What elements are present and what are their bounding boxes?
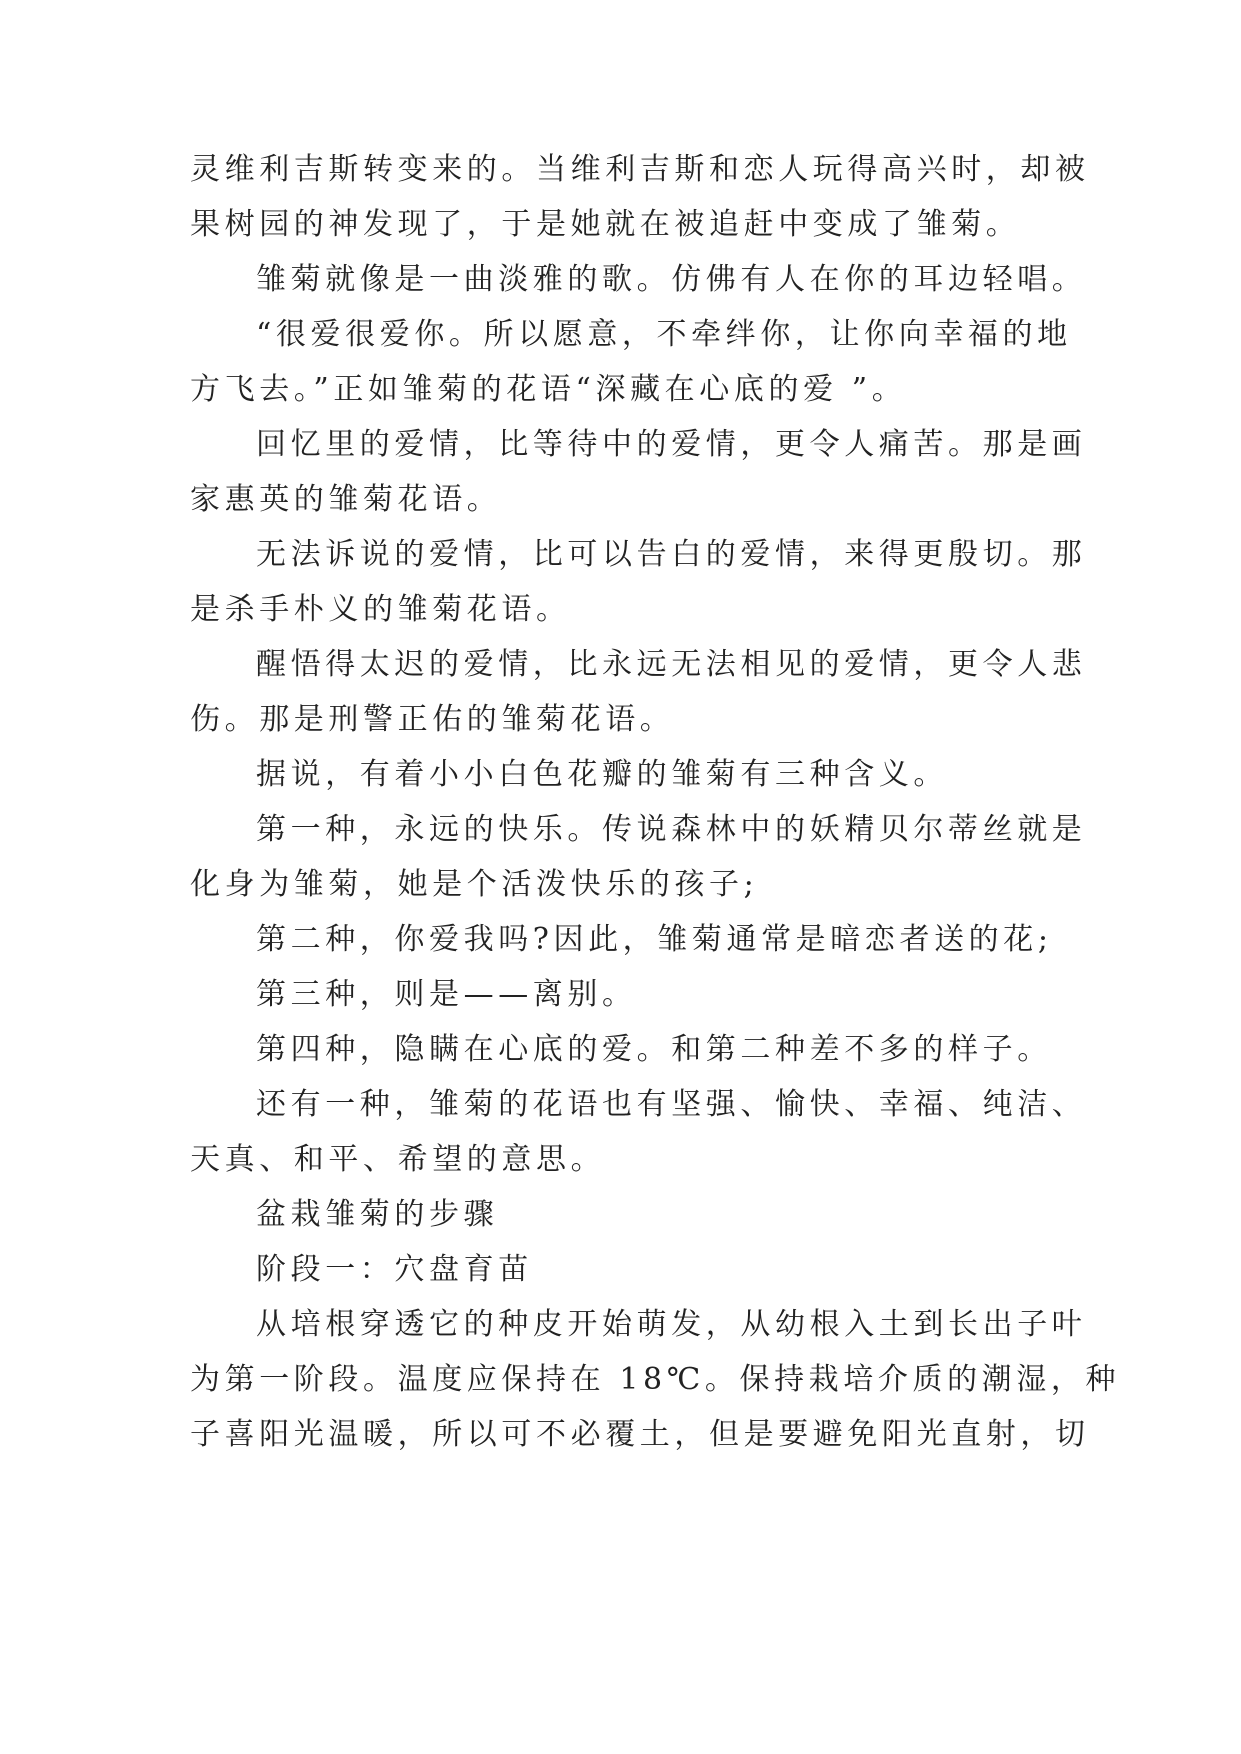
text-line: 阶段一：穴盘育苗: [256, 1252, 533, 1287]
text-line: 灵维利吉斯转变来的。当维利吉斯和恋人玩得高兴时，却被: [190, 152, 1090, 187]
text-line: 醒悟得太迟的爱情，比永远无法相见的爱情，更令人悲: [256, 647, 1087, 682]
text-line: 无法诉说的爱情，比可以告白的爱情，来得更殷切。那: [256, 537, 1087, 572]
text-line: 第二种，你爱我吗?因此，雏菊通常是暗恋者送的花;: [256, 922, 1053, 957]
text-line: 家惠英的雏菊花语。: [190, 482, 502, 517]
text-line: 果树园的神发现了，于是她就在被追赶中变成了雏菊。: [190, 207, 1021, 242]
text-line: 方飞去。”正如雏菊的花语“深藏在心底的爱 ”。: [190, 372, 907, 407]
text-line: 子喜阳光温暖，所以可不必覆土，但是要避免阳光直射，切: [190, 1417, 1090, 1452]
text-line: 从培根穿透它的种皮开始萌发，从幼根入土到长出子叶: [256, 1307, 1087, 1342]
text-line: 雏菊就像是一曲淡雅的歌。仿佛有人在你的耳边轻唱。: [256, 262, 1087, 297]
text-line: 是杀手朴义的雏菊花语。: [190, 592, 571, 627]
text-line: 第四种，隐瞒在心底的爱。和第二种差不多的样子。: [256, 1032, 1052, 1067]
text-line: 第一种，永远的快乐。传说森林中的妖精贝尔蒂丝就是: [256, 812, 1087, 847]
text-line: 回忆里的爱情，比等待中的爱情，更令人痛苦。那是画: [256, 427, 1087, 462]
text-line: 盆栽雏菊的步骤: [256, 1197, 499, 1232]
text-line: 还有一种，雏菊的花语也有坚强、愉快、幸福、纯洁、: [256, 1087, 1087, 1122]
text-line: 天真、和平、希望的意思。: [190, 1142, 606, 1177]
text-line: 第三种，则是——离别。: [256, 977, 637, 1012]
text-line: 据说，有着小小白色花瓣的雏菊有三种含义。: [256, 757, 948, 792]
text-line: 为第一阶段。温度应保持在 18℃。保持栽培介质的潮湿，种: [190, 1362, 1121, 1397]
text-line: 伤。那是刑警正佑的雏菊花语。: [190, 702, 675, 737]
text-line: “很爱很爱你。所以愿意，不牵绊你，让你向幸福的地: [256, 317, 1072, 352]
text-line: 化身为雏菊，她是个活泼快乐的孩子;: [190, 867, 759, 902]
